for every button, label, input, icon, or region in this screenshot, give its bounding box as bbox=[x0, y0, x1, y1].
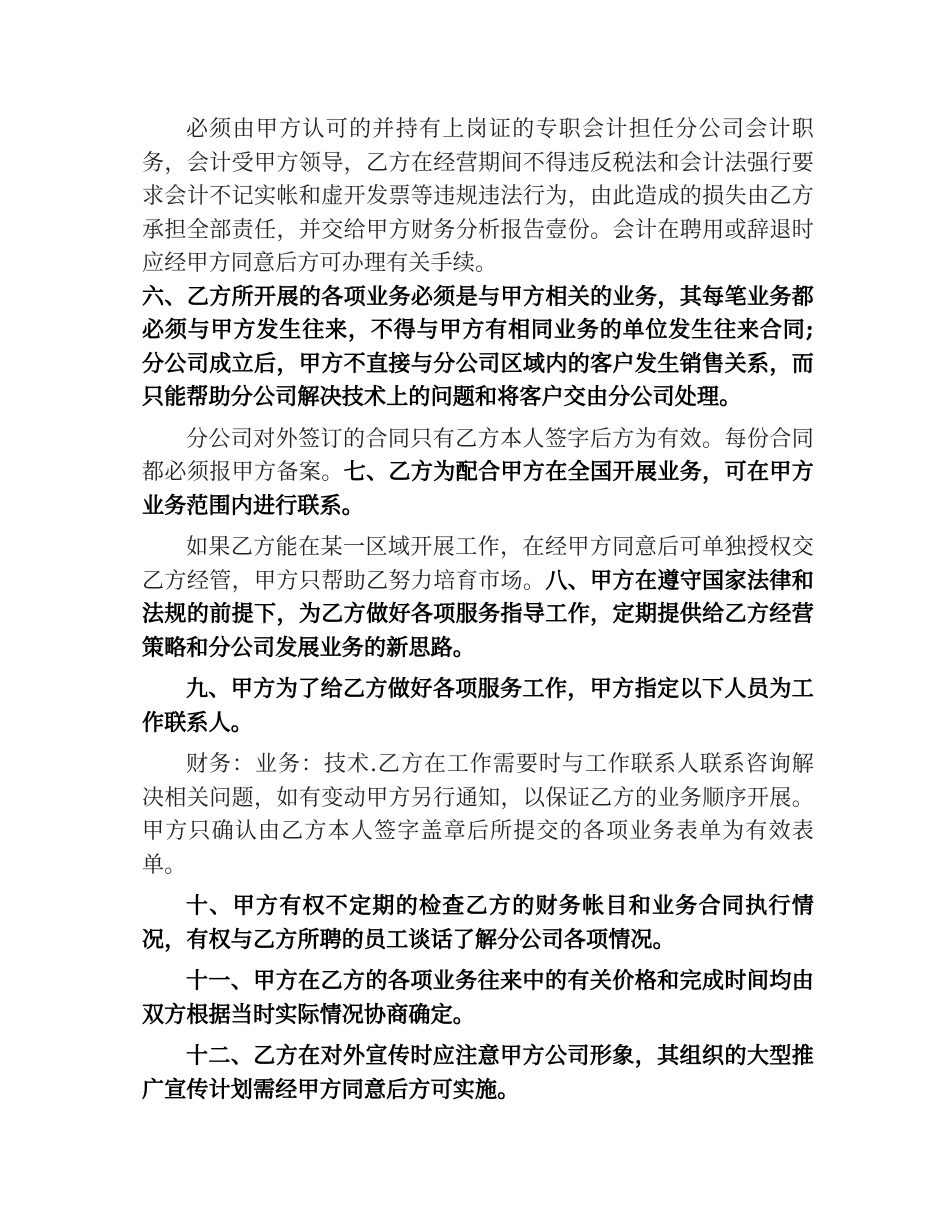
clause-text: 九、甲方为了给乙方做好各项服务工作，甲方指定以下人员为工作联系人。 bbox=[142, 676, 814, 736]
clause-10 bbox=[142, 890, 814, 957]
clause-text: 十、甲方有权不定期的检查乙方的财务帐目和业务合同执行情况，有权与乙方所聘的员工谈话了解分公司各项情况。 bbox=[142, 893, 814, 953]
paragraph-text: 必须由甲方认可的并持有上岗证的专职会计担任分公司会计职务，会计受甲方领导，乙方在经营期间不得违反税法和会计法强行要求会计不记实帐和虚开发票等违规违法行为，由此造成的损失由乙方承担全部责任，并交给甲方财务分析报告壹份。会计在聘用或辞退时应经甲方同意后方可办理有关手续。 bbox=[142, 117, 814, 276]
paragraph-accounting bbox=[142, 113, 814, 281]
paragraph-contacts bbox=[142, 748, 814, 882]
paragraph-text: 分公司对外签订的合同只有乙方本人签字后方为有效。每份合同都必须报甲方备案。 bbox=[142, 426, 814, 485]
paragraph-region-authorization bbox=[142, 531, 814, 665]
clause-7-text: 七、乙方为配合甲方在全国开展业务，可在甲方业务范围内进行联系。 bbox=[142, 459, 815, 519]
paragraph-text: 财务：业务：技术.乙方在工作需要时与工作联系人联系咨询解决相关问题，如有变动甲方另行通知，以保证乙方的业务顺序开展。甲方只确认由乙方本人签字盖章后所提交的各项业务表单为有效表单。 bbox=[142, 752, 814, 878]
clause-12 bbox=[142, 1040, 814, 1107]
paragraph-contracts bbox=[142, 423, 814, 524]
clause-11 bbox=[142, 965, 814, 1032]
paragraph-text: 如果乙方能在某一区域开展工作，在经甲方同意后可单独授权交乙方经管，甲方只帮助乙努力培育市场。 bbox=[142, 535, 814, 594]
clause-8-text: 八、甲方在遵守国家法律和法规的前提下，为乙方做好各项服务指导工作，定期提供给乙方经营策略和分公司发展业务的新思路。 bbox=[142, 567, 814, 661]
clause-text: 六、乙方所开展的各项业务必须是与甲方相关的业务，其每笔业务都必须与甲方发生往来，不得与甲方有相同业务的单位发生往来合同;分公司成立后，甲方不直接与分公司区域内的客户发生销售关系，而只能帮助分公司解决技术上的问题和将客户交由分公司处理。 bbox=[142, 283, 814, 410]
document-page bbox=[142, 113, 814, 1107]
clause-text: 十二、乙方在对外宣传时应注意甲方公司形象，其组织的大型推广宣传计划需经甲方同意后方可实施。 bbox=[142, 1043, 814, 1103]
clause-6 bbox=[142, 281, 814, 415]
clause-text: 十一、甲方在乙方的各项业务往来中的有关价格和完成时间均由双方根据当时实际情况协商确定。 bbox=[142, 968, 814, 1028]
clause-9 bbox=[142, 673, 814, 740]
